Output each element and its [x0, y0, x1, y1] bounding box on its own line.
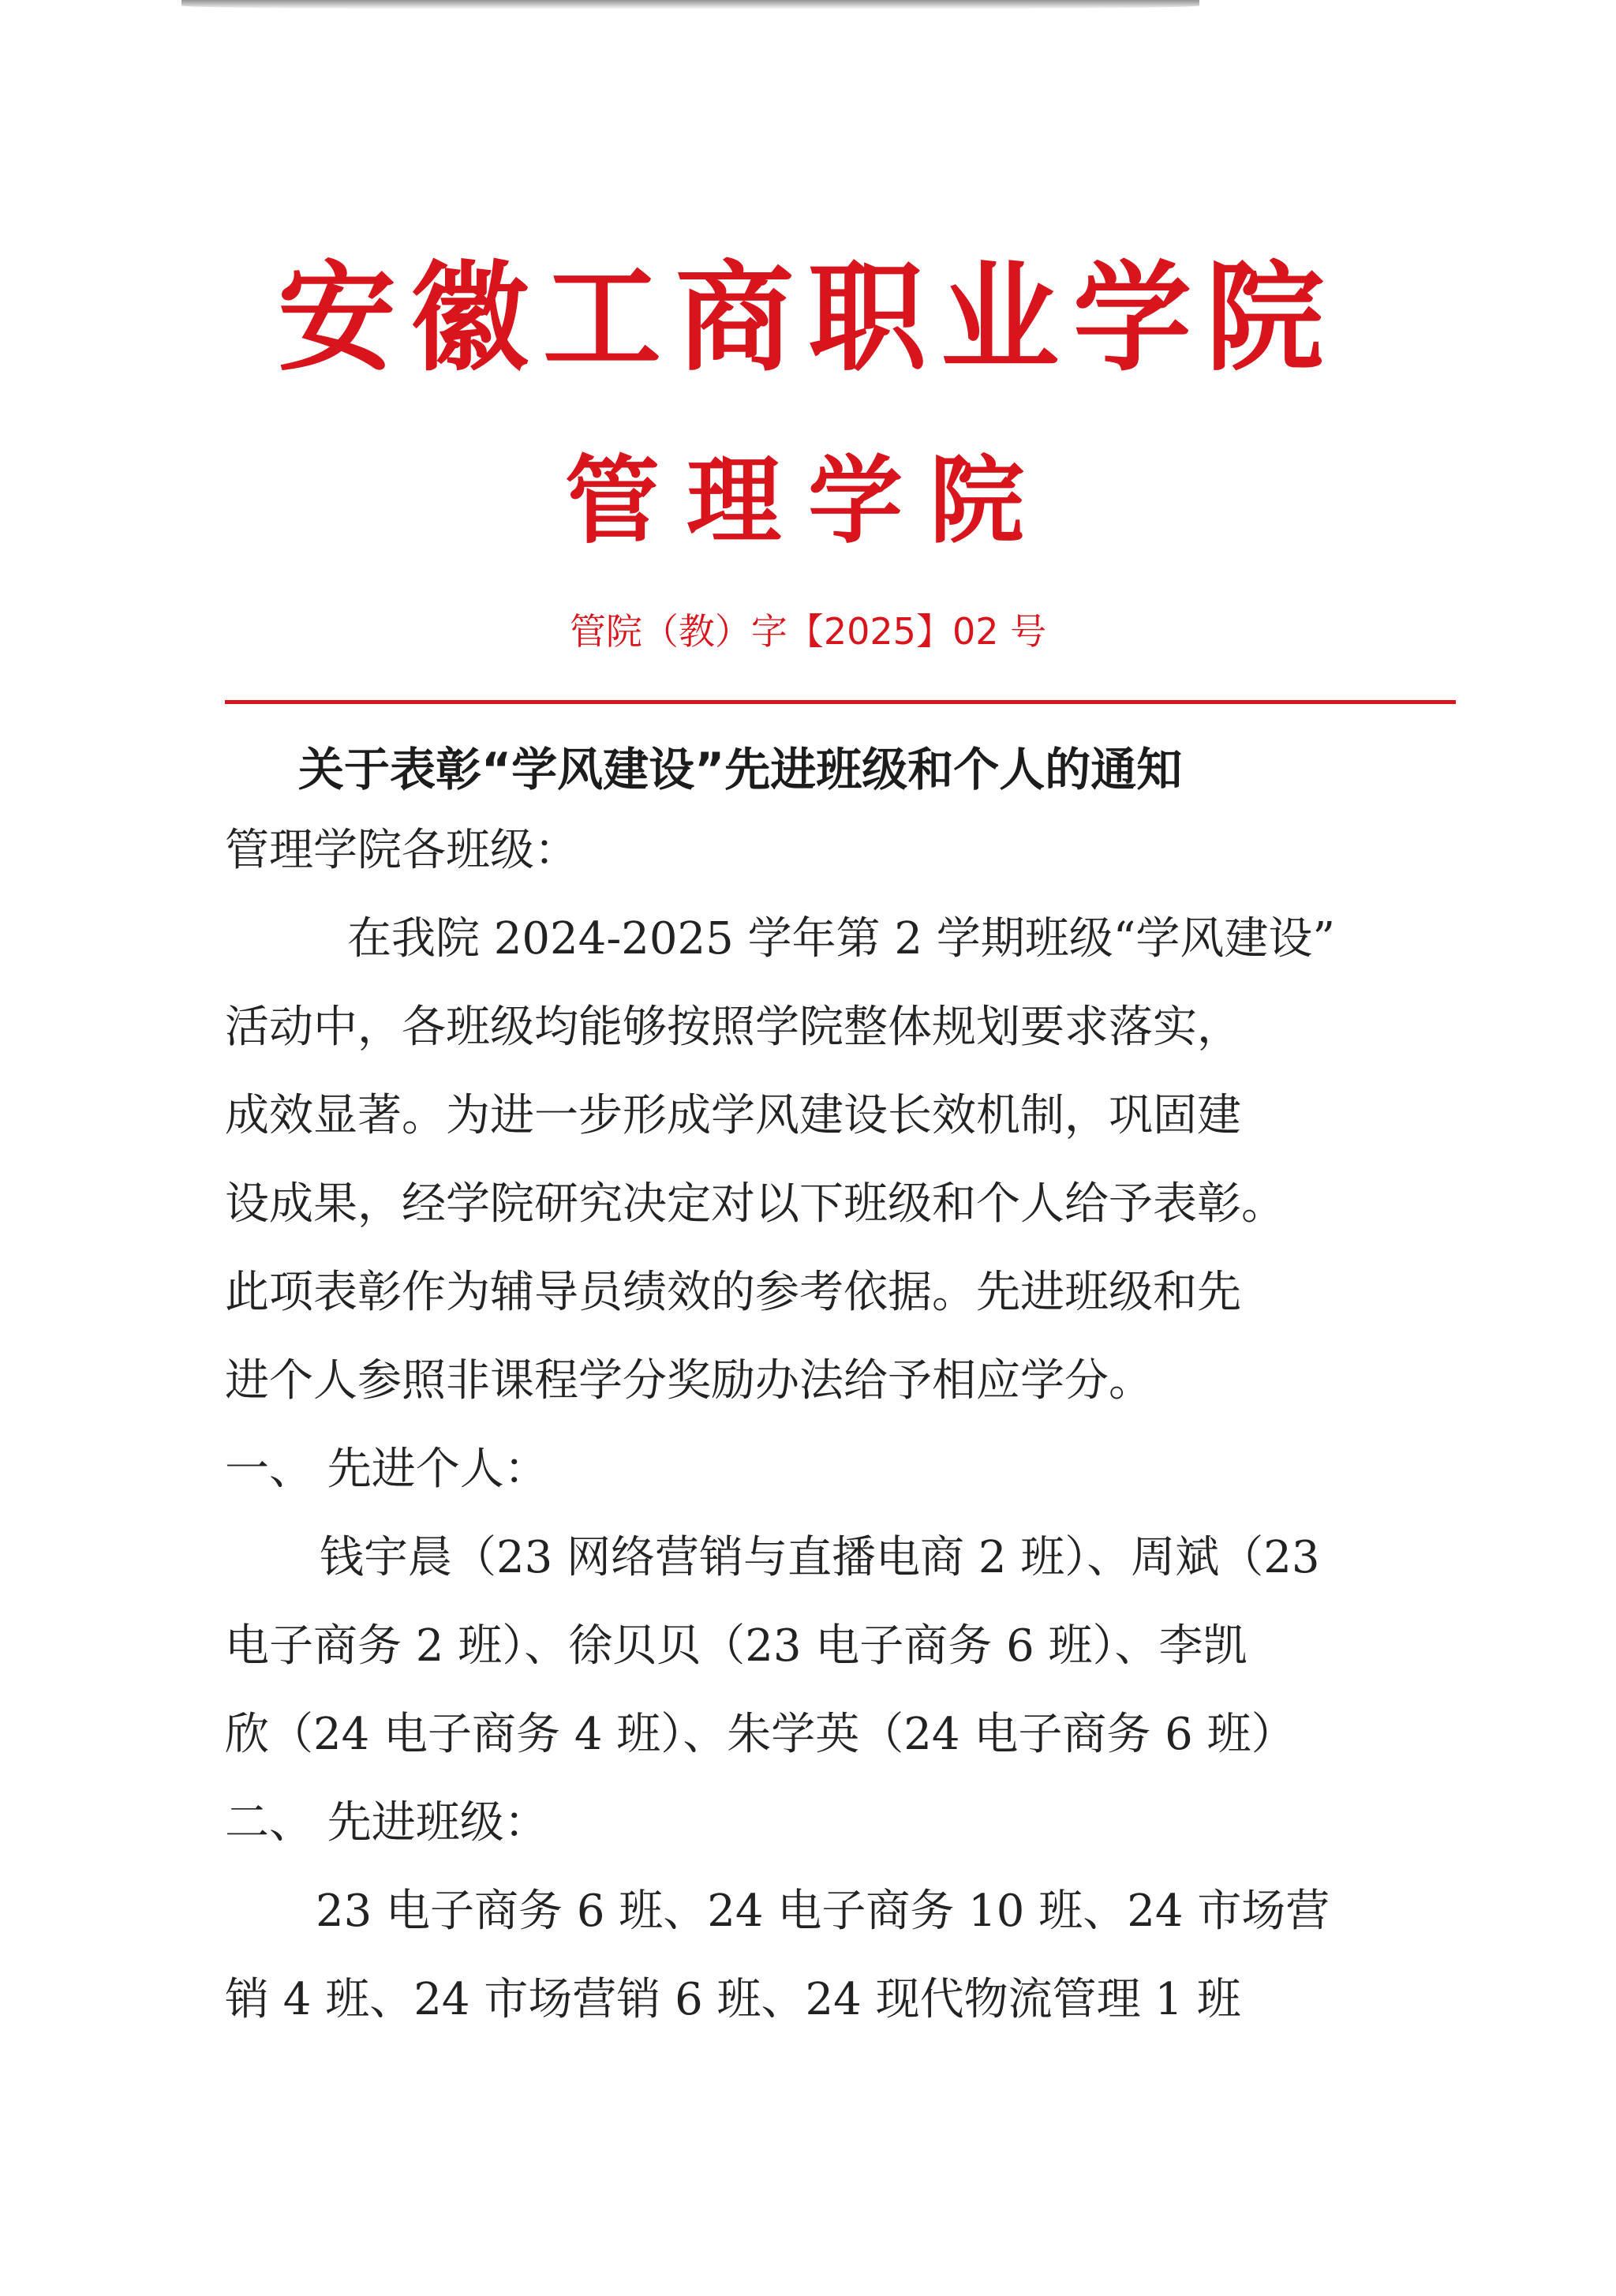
body-line: 成效显著。为进一步形成学风建设长效机制，巩固建 — [225, 1090, 1241, 1141]
body-line: 活动中，各班级均能够按照学院整体规划要求落实， — [225, 1002, 1241, 1053]
dept-name-heading: 管理学院 — [565, 445, 1051, 556]
red-divider-line — [225, 700, 1456, 704]
document-number: 管院（教）字【2025】02 号 — [569, 610, 1047, 653]
notice-title: 关于表彰“学风建设”先进班级和个人的通知 — [298, 743, 1183, 796]
section1-line: 钱宇晨（23 网络营销与直播电商 2 班）、周斌（23 — [320, 1532, 1320, 1583]
section1-line: 电子商务 2 班）、徐贝贝（23 电子商务 6 班）、李凯 — [225, 1620, 1248, 1672]
body-line: 设成果，经学院研究决定对以下班级和个人给予表彰。 — [225, 1178, 1285, 1230]
section1-heading: 一、 先进个人： — [225, 1444, 548, 1495]
body-line: 进个人参照非课程学分奖励办法给予相应学分。 — [225, 1355, 1153, 1406]
section2-line: 销 4 班、24 市场营销 6 班、24 现代物流管理 1 班 — [225, 1974, 1241, 2025]
section1-line: 欣（24 电子商务 4 班）、朱学英（24 电子商务 6 班） — [225, 1709, 1296, 1760]
org-name-heading: 安徽工商职业学院 — [277, 249, 1338, 388]
section2-heading: 二、 先进班级： — [225, 1797, 548, 1848]
body-line: 在我院 2024-2025 学年第 2 学期班级“学风建设” — [347, 913, 1336, 964]
body-line: 此项表彰作为辅导员绩效的参考依据。先进班级和先 — [225, 1267, 1241, 1318]
section2-line: 23 电子商务 6 班、24 电子商务 10 班、24 市场营 — [316, 1886, 1330, 1937]
scan-edge-shadow — [181, 0, 1199, 9]
salutation: 管理学院各班级： — [225, 825, 578, 876]
